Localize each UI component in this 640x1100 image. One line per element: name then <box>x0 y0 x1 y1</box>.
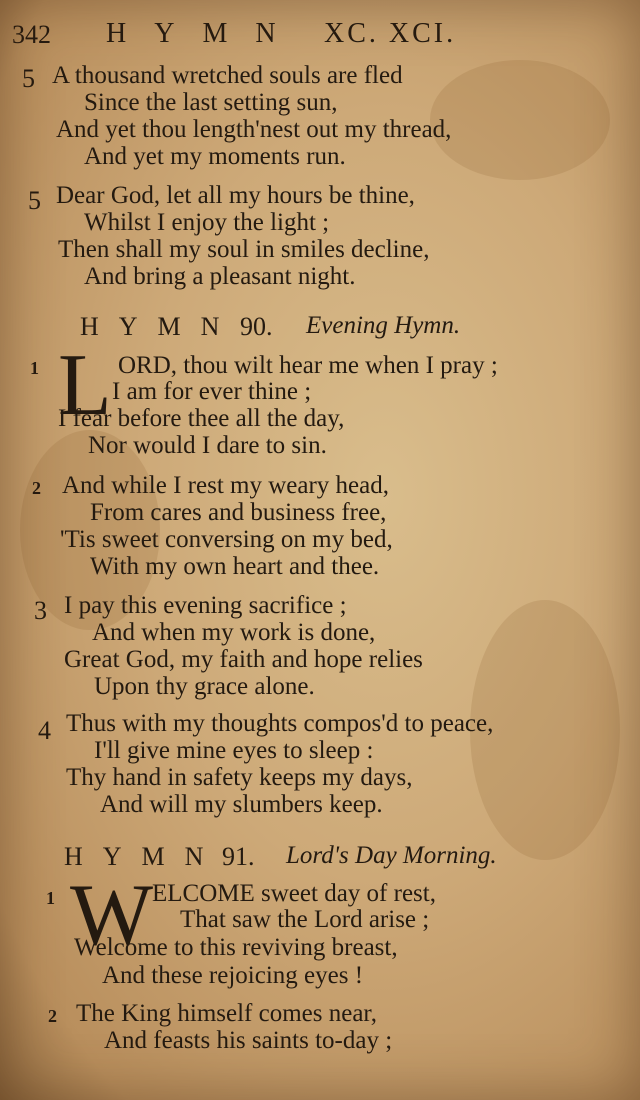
stanza-number: 1 <box>46 888 55 908</box>
hymn-subtitle: Evening Hymn. <box>306 312 461 339</box>
hymn-label: HYMN <box>80 312 240 341</box>
hymn-number: 90. <box>240 312 273 341</box>
running-title: HYMN <box>106 18 304 49</box>
hymn-label: HYMN <box>64 842 224 871</box>
verse-line: I fear before thee all the day, <box>58 405 345 432</box>
verse-line: I pay this evening sacrifice ; <box>64 592 347 619</box>
verse-line: Great God, my faith and hope relies <box>64 646 423 673</box>
verse-line: From cares and business free, <box>90 499 387 526</box>
verse-line: And bring a pleasant night. <box>84 263 356 290</box>
verse-line: ORD, thou wilt hear me when I pray ; <box>118 352 498 379</box>
hymn-numerals: XC. XCI. <box>324 18 457 49</box>
verse-line: And yet my moments run. <box>84 143 346 170</box>
hymn-subtitle: Lord's Day Morning. <box>286 842 497 869</box>
verse-line: Dear God, let all my hours be thine, <box>56 182 415 209</box>
verse-line: And feasts his saints to-day ; <box>104 1027 393 1054</box>
hymn-number: 91. <box>222 842 255 871</box>
page-number: 342 <box>12 20 51 49</box>
stanza-number: 5 <box>22 64 35 93</box>
verse-line: The King himself comes near, <box>76 1000 377 1027</box>
verse-line: And will my slumbers keep. <box>100 791 383 818</box>
verse-line: Whilst I enjoy the light ; <box>84 209 330 236</box>
stanza-number: 2 <box>48 1006 57 1026</box>
stanza-number: 2 <box>32 478 41 498</box>
verse-line: Then shall my soul in smiles decline, <box>58 236 430 263</box>
verse-line: And when my work is done, <box>92 619 376 646</box>
verse-line: Thy hand in safety keeps my days, <box>66 764 413 791</box>
verse-line: Thus with my thoughts compos'd to peace, <box>66 710 494 737</box>
verse-line: Welcome to this reviving breast, <box>74 934 398 961</box>
stanza-number: 5 <box>28 186 41 215</box>
verse-line: Upon thy grace alone. <box>94 673 315 700</box>
verse-line: Nor would I dare to sin. <box>88 432 327 459</box>
stanza-number: 3 <box>34 596 47 625</box>
verse-line: With my own heart and thee. <box>90 553 380 580</box>
verse-line: ELCOME sweet day of rest, <box>152 880 436 907</box>
verse-line: A thousand wretched souls are fled <box>52 62 403 89</box>
verse-line: 'Tis sweet conversing on my bed, <box>60 526 393 553</box>
verse-line: And yet thou length'nest out my thread, <box>56 116 452 143</box>
verse-line: That saw the Lord arise ; <box>180 906 430 933</box>
stanza-number: 4 <box>38 716 51 745</box>
verse-line: And while I rest my weary head, <box>62 472 389 499</box>
verse-line: Since the last setting sun, <box>84 89 338 116</box>
verse-line: I'll give mine eyes to sleep : <box>94 737 374 764</box>
verse-line: I am for ever thine ; <box>112 378 312 405</box>
drop-cap: L <box>58 337 112 434</box>
drop-cap: W <box>70 867 154 964</box>
stanza-number: 1 <box>30 358 39 378</box>
page-header <box>6 12 626 52</box>
verse-line: And these rejoicing eyes ! <box>102 962 364 989</box>
